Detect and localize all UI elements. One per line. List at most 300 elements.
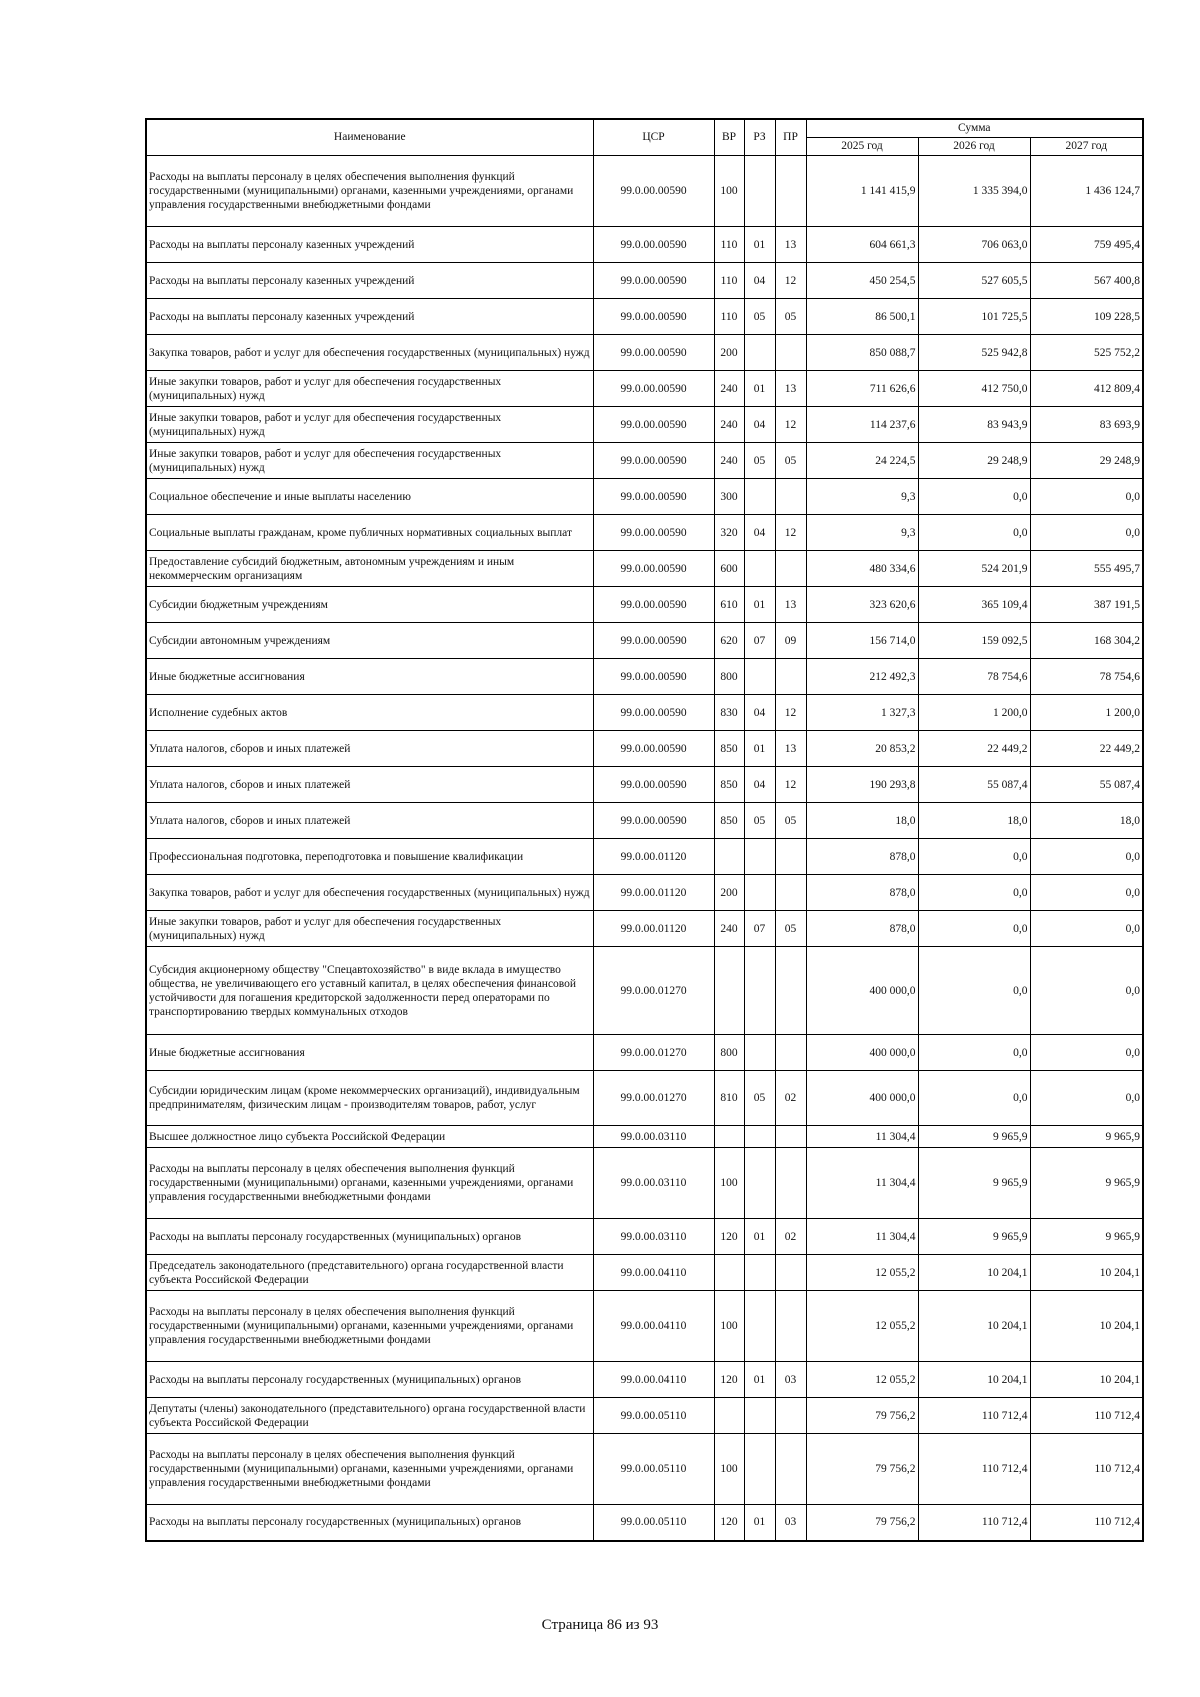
row-rz-cell bbox=[744, 335, 775, 371]
row-2025-cell: 18,0 bbox=[806, 803, 918, 839]
table-row bbox=[146, 587, 1143, 623]
table-row bbox=[146, 1148, 1143, 1219]
row-rz-cell: 04 bbox=[744, 515, 775, 551]
row-2027-cell: 0,0 bbox=[1030, 515, 1143, 551]
row-2026-cell: 0,0 bbox=[918, 911, 1030, 947]
table-row bbox=[146, 1071, 1143, 1126]
row-rz-cell bbox=[744, 1434, 775, 1505]
row-rz-cell bbox=[744, 479, 775, 515]
header-sum: Сумма bbox=[806, 119, 1143, 138]
row-2025-cell: 190 293,8 bbox=[806, 767, 918, 803]
row-2027-cell: 0,0 bbox=[1030, 911, 1143, 947]
row-pr-cell: 05 bbox=[775, 803, 806, 839]
row-2026-cell: 0,0 bbox=[918, 479, 1030, 515]
row-name-cell: Расходы на выплаты персоналу казенных учреждений bbox=[146, 263, 593, 299]
table-row bbox=[146, 263, 1143, 299]
row-vr-cell bbox=[714, 1126, 744, 1148]
row-2025-cell: 400 000,0 bbox=[806, 1035, 918, 1071]
row-name-cell: Уплата налогов, сборов и иных платежей bbox=[146, 803, 593, 839]
row-2027-cell: 55 087,4 bbox=[1030, 767, 1143, 803]
row-2026-cell: 0,0 bbox=[918, 1071, 1030, 1126]
row-2025-cell: 400 000,0 bbox=[806, 947, 918, 1035]
row-csr-cell: 99.0.00.00590 bbox=[593, 515, 714, 551]
row-pr-cell: 03 bbox=[775, 1362, 806, 1398]
row-vr-cell: 830 bbox=[714, 695, 744, 731]
row-rz-cell: 04 bbox=[744, 695, 775, 731]
table-row bbox=[146, 767, 1143, 803]
row-2025-cell: 1 141 415,9 bbox=[806, 156, 918, 227]
row-2027-cell: 0,0 bbox=[1030, 1035, 1143, 1071]
row-2027-cell: 22 449,2 bbox=[1030, 731, 1143, 767]
row-vr-cell: 120 bbox=[714, 1219, 744, 1255]
header-name: Наименование bbox=[146, 119, 593, 156]
table-row bbox=[146, 1291, 1143, 1362]
row-csr-cell: 99.0.00.05110 bbox=[593, 1434, 714, 1505]
row-2027-cell: 555 495,7 bbox=[1030, 551, 1143, 587]
row-name-cell: Исполнение судебных актов bbox=[146, 695, 593, 731]
row-name-cell: Субсидия акционерному обществу "Спецавтохозяйство" в виде вклада в имущество общества, не увеличивающего его уставный капитал, в целях обеспечения финансовой устойчивости для погашения кредиторской задолженности перед операторами по транспортированию твердых коммунальных отходов bbox=[146, 947, 593, 1035]
row-pr-cell: 02 bbox=[775, 1071, 806, 1126]
row-2025-cell: 878,0 bbox=[806, 875, 918, 911]
row-csr-cell: 99.0.00.00590 bbox=[593, 407, 714, 443]
row-2026-cell: 9 965,9 bbox=[918, 1126, 1030, 1148]
row-csr-cell: 99.0.00.00590 bbox=[593, 587, 714, 623]
row-rz-cell bbox=[744, 1035, 775, 1071]
row-2025-cell: 79 756,2 bbox=[806, 1434, 918, 1505]
row-2026-cell: 110 712,4 bbox=[918, 1505, 1030, 1541]
header-year-2027: 2027 год bbox=[1030, 138, 1143, 156]
row-2027-cell: 9 965,9 bbox=[1030, 1126, 1143, 1148]
row-csr-cell: 99.0.00.01270 bbox=[593, 1071, 714, 1126]
row-vr-cell: 320 bbox=[714, 515, 744, 551]
row-name-cell: Профессиональная подготовка, переподготовка и повышение квалификации bbox=[146, 839, 593, 875]
row-rz-cell bbox=[744, 1398, 775, 1434]
header-vr: ВР bbox=[714, 119, 744, 156]
row-name-cell: Расходы на выплаты персоналу казенных учреждений bbox=[146, 227, 593, 263]
row-csr-cell: 99.0.00.00590 bbox=[593, 299, 714, 335]
budget-table bbox=[145, 118, 1144, 1542]
row-2026-cell: 110 712,4 bbox=[918, 1398, 1030, 1434]
row-rz-cell: 05 bbox=[744, 803, 775, 839]
row-2026-cell: 9 965,9 bbox=[918, 1148, 1030, 1219]
header-pr: ПР bbox=[775, 119, 806, 156]
row-2025-cell: 850 088,7 bbox=[806, 335, 918, 371]
row-2027-cell: 0,0 bbox=[1030, 875, 1143, 911]
row-rz-cell: 01 bbox=[744, 1219, 775, 1255]
table-row bbox=[146, 156, 1143, 227]
table-row bbox=[146, 335, 1143, 371]
row-2026-cell: 1 200,0 bbox=[918, 695, 1030, 731]
row-2025-cell: 9,3 bbox=[806, 479, 918, 515]
row-vr-cell: 110 bbox=[714, 299, 744, 335]
row-vr-cell: 800 bbox=[714, 659, 744, 695]
table-row bbox=[146, 1505, 1143, 1541]
row-pr-cell bbox=[775, 551, 806, 587]
row-2027-cell: 9 965,9 bbox=[1030, 1148, 1143, 1219]
table-row bbox=[146, 839, 1143, 875]
row-csr-cell: 99.0.00.05110 bbox=[593, 1398, 714, 1434]
row-rz-cell: 01 bbox=[744, 227, 775, 263]
row-name-cell: Закупка товаров, работ и услуг для обеспечения государственных (муниципальных) нужд bbox=[146, 875, 593, 911]
row-2025-cell: 79 756,2 bbox=[806, 1505, 918, 1541]
row-2025-cell: 20 853,2 bbox=[806, 731, 918, 767]
row-name-cell: Иные бюджетные ассигнования bbox=[146, 1035, 593, 1071]
row-2025-cell: 450 254,5 bbox=[806, 263, 918, 299]
table-row bbox=[146, 407, 1143, 443]
row-pr-cell: 12 bbox=[775, 767, 806, 803]
row-2025-cell: 9,3 bbox=[806, 515, 918, 551]
row-name-cell: Расходы на выплаты персоналу государственных (муниципальных) органов bbox=[146, 1362, 593, 1398]
row-rz-cell: 01 bbox=[744, 371, 775, 407]
row-vr-cell: 300 bbox=[714, 479, 744, 515]
row-2025-cell: 604 661,3 bbox=[806, 227, 918, 263]
row-rz-cell bbox=[744, 1148, 775, 1219]
row-pr-cell: 05 bbox=[775, 299, 806, 335]
row-pr-cell bbox=[775, 1434, 806, 1505]
row-csr-cell: 99.0.00.00590 bbox=[593, 479, 714, 515]
row-2027-cell: 9 965,9 bbox=[1030, 1219, 1143, 1255]
row-2027-cell: 109 228,5 bbox=[1030, 299, 1143, 335]
row-name-cell: Субсидии автономным учреждениям bbox=[146, 623, 593, 659]
row-rz-cell bbox=[744, 839, 775, 875]
table-row bbox=[146, 515, 1143, 551]
header-csr: ЦСР bbox=[593, 119, 714, 156]
row-rz-cell: 01 bbox=[744, 587, 775, 623]
row-2026-cell: 0,0 bbox=[918, 515, 1030, 551]
row-2025-cell: 878,0 bbox=[806, 911, 918, 947]
row-pr-cell: 02 bbox=[775, 1219, 806, 1255]
row-pr-cell bbox=[775, 335, 806, 371]
row-rz-cell: 07 bbox=[744, 623, 775, 659]
row-name-cell: Закупка товаров, работ и услуг для обеспечения государственных (муниципальных) нужд bbox=[146, 335, 593, 371]
row-pr-cell: 13 bbox=[775, 587, 806, 623]
row-rz-cell: 05 bbox=[744, 299, 775, 335]
table-row bbox=[146, 623, 1143, 659]
row-2026-cell: 706 063,0 bbox=[918, 227, 1030, 263]
row-pr-cell bbox=[775, 1255, 806, 1291]
row-csr-cell: 99.0.00.00590 bbox=[593, 156, 714, 227]
row-vr-cell: 240 bbox=[714, 371, 744, 407]
row-csr-cell: 99.0.00.00590 bbox=[593, 227, 714, 263]
row-rz-cell: 01 bbox=[744, 731, 775, 767]
row-2027-cell: 1 436 124,7 bbox=[1030, 156, 1143, 227]
row-vr-cell: 100 bbox=[714, 1434, 744, 1505]
row-2027-cell: 1 200,0 bbox=[1030, 695, 1143, 731]
row-vr-cell: 240 bbox=[714, 407, 744, 443]
row-2026-cell: 10 204,1 bbox=[918, 1362, 1030, 1398]
row-vr-cell: 850 bbox=[714, 731, 744, 767]
row-name-cell: Предоставление субсидий бюджетным, автономным учреждениям и иным некоммерческим организациям bbox=[146, 551, 593, 587]
row-2025-cell: 11 304,4 bbox=[806, 1148, 918, 1219]
row-csr-cell: 99.0.00.00590 bbox=[593, 443, 714, 479]
row-2027-cell: 18,0 bbox=[1030, 803, 1143, 839]
row-pr-cell bbox=[775, 1035, 806, 1071]
row-2026-cell: 9 965,9 bbox=[918, 1219, 1030, 1255]
row-name-cell: Субсидии бюджетным учреждениям bbox=[146, 587, 593, 623]
row-2025-cell: 11 304,4 bbox=[806, 1219, 918, 1255]
row-2027-cell: 0,0 bbox=[1030, 479, 1143, 515]
row-2026-cell: 101 725,5 bbox=[918, 299, 1030, 335]
row-vr-cell: 200 bbox=[714, 335, 744, 371]
row-name-cell: Расходы на выплаты персоналу в целях обеспечения выполнения функций государственными (муниципальными) органами, казенными учреждениями, органами управления государственными внебюджетными фондами bbox=[146, 1291, 593, 1362]
row-2026-cell: 0,0 bbox=[918, 839, 1030, 875]
row-pr-cell: 12 bbox=[775, 407, 806, 443]
row-2027-cell: 29 248,9 bbox=[1030, 443, 1143, 479]
row-name-cell: Социальное обеспечение и иные выплаты населению bbox=[146, 479, 593, 515]
row-2026-cell: 159 092,5 bbox=[918, 623, 1030, 659]
row-csr-cell: 99.0.00.03110 bbox=[593, 1148, 714, 1219]
row-pr-cell bbox=[775, 839, 806, 875]
row-vr-cell: 120 bbox=[714, 1505, 744, 1541]
row-csr-cell: 99.0.00.01270 bbox=[593, 947, 714, 1035]
row-csr-cell: 99.0.00.03110 bbox=[593, 1126, 714, 1148]
row-2025-cell: 878,0 bbox=[806, 839, 918, 875]
table-header bbox=[146, 119, 1143, 156]
row-2026-cell: 1 335 394,0 bbox=[918, 156, 1030, 227]
row-2025-cell: 86 500,1 bbox=[806, 299, 918, 335]
row-pr-cell: 12 bbox=[775, 263, 806, 299]
row-name-cell: Высшее должностное лицо субъекта Российской Федерации bbox=[146, 1126, 593, 1148]
row-2026-cell: 524 201,9 bbox=[918, 551, 1030, 587]
row-2027-cell: 110 712,4 bbox=[1030, 1398, 1143, 1434]
row-2027-cell: 110 712,4 bbox=[1030, 1505, 1143, 1541]
row-name-cell: Депутаты (члены) законодательного (представительного) органа государственной власти субъекта Российской Федерации bbox=[146, 1398, 593, 1434]
row-2026-cell: 10 204,1 bbox=[918, 1255, 1030, 1291]
row-rz-cell bbox=[744, 947, 775, 1035]
row-rz-cell bbox=[744, 659, 775, 695]
row-pr-cell: 13 bbox=[775, 227, 806, 263]
row-name-cell: Иные закупки товаров, работ и услуг для обеспечения государственных (муниципальных) нужд bbox=[146, 911, 593, 947]
row-rz-cell: 04 bbox=[744, 407, 775, 443]
row-2027-cell: 78 754,6 bbox=[1030, 659, 1143, 695]
row-2026-cell: 18,0 bbox=[918, 803, 1030, 839]
row-csr-cell: 99.0.00.04110 bbox=[593, 1255, 714, 1291]
row-vr-cell: 110 bbox=[714, 227, 744, 263]
row-pr-cell: 03 bbox=[775, 1505, 806, 1541]
table-row bbox=[146, 911, 1143, 947]
row-csr-cell: 99.0.00.00590 bbox=[593, 371, 714, 407]
table-row bbox=[146, 299, 1143, 335]
row-2026-cell: 0,0 bbox=[918, 947, 1030, 1035]
row-2025-cell: 12 055,2 bbox=[806, 1255, 918, 1291]
row-vr-cell: 610 bbox=[714, 587, 744, 623]
row-pr-cell bbox=[775, 875, 806, 911]
row-2027-cell: 10 204,1 bbox=[1030, 1362, 1143, 1398]
page-number: Страница 86 из 93 bbox=[541, 1617, 659, 1633]
row-2025-cell: 400 000,0 bbox=[806, 1071, 918, 1126]
row-vr-cell: 800 bbox=[714, 1035, 744, 1071]
table-row bbox=[146, 803, 1143, 839]
row-vr-cell: 240 bbox=[714, 443, 744, 479]
row-2027-cell: 387 191,5 bbox=[1030, 587, 1143, 623]
row-csr-cell: 99.0.00.00590 bbox=[593, 335, 714, 371]
row-rz-cell bbox=[744, 156, 775, 227]
row-name-cell: Расходы на выплаты персоналу казенных учреждений bbox=[146, 299, 593, 335]
row-2027-cell: 759 495,4 bbox=[1030, 227, 1143, 263]
row-name-cell: Социальные выплаты гражданам, кроме публичных нормативных социальных выплат bbox=[146, 515, 593, 551]
row-pr-cell: 12 bbox=[775, 515, 806, 551]
row-vr-cell: 100 bbox=[714, 1291, 744, 1362]
row-2026-cell: 29 248,9 bbox=[918, 443, 1030, 479]
row-2027-cell: 0,0 bbox=[1030, 839, 1143, 875]
row-2025-cell: 212 492,3 bbox=[806, 659, 918, 695]
row-rz-cell bbox=[744, 1126, 775, 1148]
row-2025-cell: 711 626,6 bbox=[806, 371, 918, 407]
row-csr-cell: 99.0.00.00590 bbox=[593, 551, 714, 587]
row-name-cell: Расходы на выплаты персоналу государственных (муниципальных) органов bbox=[146, 1219, 593, 1255]
row-csr-cell: 99.0.00.04110 bbox=[593, 1291, 714, 1362]
row-2026-cell: 527 605,5 bbox=[918, 263, 1030, 299]
row-csr-cell: 99.0.00.03110 bbox=[593, 1219, 714, 1255]
row-pr-cell bbox=[775, 1126, 806, 1148]
row-pr-cell: 13 bbox=[775, 731, 806, 767]
row-2027-cell: 168 304,2 bbox=[1030, 623, 1143, 659]
row-vr-cell: 240 bbox=[714, 911, 744, 947]
row-pr-cell: 05 bbox=[775, 911, 806, 947]
row-pr-cell bbox=[775, 1148, 806, 1219]
row-name-cell: Субсидии юридическим лицам (кроме некоммерческих организаций), индивидуальным предпринимателям, физическим лицам - производителям товаров, работ, услуг bbox=[146, 1071, 593, 1126]
table-body bbox=[146, 156, 1143, 1541]
table-row bbox=[146, 659, 1143, 695]
row-csr-cell: 99.0.00.01120 bbox=[593, 875, 714, 911]
row-pr-cell bbox=[775, 156, 806, 227]
table-row bbox=[146, 875, 1143, 911]
row-2025-cell: 323 620,6 bbox=[806, 587, 918, 623]
row-2026-cell: 55 087,4 bbox=[918, 767, 1030, 803]
row-2027-cell: 110 712,4 bbox=[1030, 1434, 1143, 1505]
row-rz-cell: 05 bbox=[744, 443, 775, 479]
row-name-cell: Уплата налогов, сборов и иных платежей bbox=[146, 767, 593, 803]
row-csr-cell: 99.0.00.05110 bbox=[593, 1505, 714, 1541]
row-name-cell: Расходы на выплаты персоналу в целях обеспечения выполнения функций государственными (муниципальными) органами, казенными учреждениями, органами управления государственными внебюджетными фондами bbox=[146, 156, 593, 227]
row-vr-cell bbox=[714, 1398, 744, 1434]
row-name-cell: Расходы на выплаты персоналу в целях обеспечения выполнения функций государственными (муниципальными) органами, казенными учреждениями, органами управления государственными внебюджетными фондами bbox=[146, 1434, 593, 1505]
row-csr-cell: 99.0.00.00590 bbox=[593, 623, 714, 659]
row-rz-cell: 05 bbox=[744, 1071, 775, 1126]
row-2026-cell: 10 204,1 bbox=[918, 1291, 1030, 1362]
row-pr-cell bbox=[775, 479, 806, 515]
row-name-cell: Расходы на выплаты персоналу в целях обеспечения выполнения функций государственными (муниципальными) органами, казенными учреждениями, органами управления государственными внебюджетными фондами bbox=[146, 1148, 593, 1219]
row-vr-cell: 620 bbox=[714, 623, 744, 659]
row-rz-cell: 07 bbox=[744, 911, 775, 947]
row-rz-cell bbox=[744, 551, 775, 587]
row-2026-cell: 0,0 bbox=[918, 875, 1030, 911]
row-2026-cell: 83 943,9 bbox=[918, 407, 1030, 443]
row-2027-cell: 525 752,2 bbox=[1030, 335, 1143, 371]
table-row bbox=[146, 479, 1143, 515]
header-rz: РЗ bbox=[744, 119, 775, 156]
row-2026-cell: 525 942,8 bbox=[918, 335, 1030, 371]
row-2026-cell: 110 712,4 bbox=[918, 1434, 1030, 1505]
row-rz-cell: 04 bbox=[744, 263, 775, 299]
row-name-cell: Иные бюджетные ассигнования bbox=[146, 659, 593, 695]
row-rz-cell: 04 bbox=[744, 767, 775, 803]
table-row bbox=[146, 371, 1143, 407]
table-row bbox=[146, 1362, 1143, 1398]
row-2026-cell: 78 754,6 bbox=[918, 659, 1030, 695]
row-name-cell: Расходы на выплаты персоналу государственных (муниципальных) органов bbox=[146, 1505, 593, 1541]
row-name-cell: Председатель законодательного (представительного) органа государственной власти субъекта Российской Федерации bbox=[146, 1255, 593, 1291]
row-vr-cell: 100 bbox=[714, 1148, 744, 1219]
row-rz-cell bbox=[744, 1255, 775, 1291]
table-row bbox=[146, 443, 1143, 479]
row-csr-cell: 99.0.00.00590 bbox=[593, 659, 714, 695]
row-2026-cell: 365 109,4 bbox=[918, 587, 1030, 623]
header-year-2026: 2026 год bbox=[918, 138, 1030, 156]
row-csr-cell: 99.0.00.01270 bbox=[593, 1035, 714, 1071]
row-vr-cell: 600 bbox=[714, 551, 744, 587]
row-2027-cell: 0,0 bbox=[1030, 1071, 1143, 1126]
row-csr-cell: 99.0.00.04110 bbox=[593, 1362, 714, 1398]
row-pr-cell: 09 bbox=[775, 623, 806, 659]
row-2025-cell: 1 327,3 bbox=[806, 695, 918, 731]
row-rz-cell bbox=[744, 1291, 775, 1362]
row-vr-cell: 110 bbox=[714, 263, 744, 299]
table-row bbox=[146, 695, 1143, 731]
row-csr-cell: 99.0.00.00590 bbox=[593, 695, 714, 731]
row-2025-cell: 79 756,2 bbox=[806, 1398, 918, 1434]
row-pr-cell bbox=[775, 947, 806, 1035]
row-vr-cell: 810 bbox=[714, 1071, 744, 1126]
row-vr-cell bbox=[714, 947, 744, 1035]
row-2025-cell: 114 237,6 bbox=[806, 407, 918, 443]
row-pr-cell bbox=[775, 1398, 806, 1434]
row-2026-cell: 22 449,2 bbox=[918, 731, 1030, 767]
row-csr-cell: 99.0.00.01120 bbox=[593, 839, 714, 875]
row-2027-cell: 10 204,1 bbox=[1030, 1291, 1143, 1362]
row-name-cell: Уплата налогов, сборов и иных платежей bbox=[146, 731, 593, 767]
row-2025-cell: 12 055,2 bbox=[806, 1362, 918, 1398]
row-2027-cell: 412 809,4 bbox=[1030, 371, 1143, 407]
row-vr-cell bbox=[714, 839, 744, 875]
row-csr-cell: 99.0.00.00590 bbox=[593, 767, 714, 803]
table-row bbox=[146, 1434, 1143, 1505]
row-rz-cell: 01 bbox=[744, 1505, 775, 1541]
table-row bbox=[146, 1255, 1143, 1291]
table-row bbox=[146, 227, 1143, 263]
table-row bbox=[146, 731, 1143, 767]
table-row bbox=[146, 551, 1143, 587]
row-2027-cell: 0,0 bbox=[1030, 947, 1143, 1035]
row-2025-cell: 24 224,5 bbox=[806, 443, 918, 479]
row-2025-cell: 156 714,0 bbox=[806, 623, 918, 659]
row-rz-cell: 01 bbox=[744, 1362, 775, 1398]
row-name-cell: Иные закупки товаров, работ и услуг для обеспечения государственных (муниципальных) нужд bbox=[146, 443, 593, 479]
row-name-cell: Иные закупки товаров, работ и услуг для обеспечения государственных (муниципальных) нужд bbox=[146, 407, 593, 443]
row-csr-cell: 99.0.00.01120 bbox=[593, 911, 714, 947]
row-name-cell: Иные закупки товаров, работ и услуг для обеспечения государственных (муниципальных) нужд bbox=[146, 371, 593, 407]
table-row bbox=[146, 1126, 1143, 1148]
row-pr-cell: 13 bbox=[775, 371, 806, 407]
table-row bbox=[146, 947, 1143, 1035]
row-csr-cell: 99.0.00.00590 bbox=[593, 731, 714, 767]
row-vr-cell: 200 bbox=[714, 875, 744, 911]
row-vr-cell: 850 bbox=[714, 767, 744, 803]
row-vr-cell: 850 bbox=[714, 803, 744, 839]
row-pr-cell bbox=[775, 1291, 806, 1362]
row-2026-cell: 412 750,0 bbox=[918, 371, 1030, 407]
row-vr-cell: 100 bbox=[714, 156, 744, 227]
row-2025-cell: 12 055,2 bbox=[806, 1291, 918, 1362]
row-vr-cell: 120 bbox=[714, 1362, 744, 1398]
table-row bbox=[146, 1219, 1143, 1255]
row-2027-cell: 83 693,9 bbox=[1030, 407, 1143, 443]
row-2027-cell: 10 204,1 bbox=[1030, 1255, 1143, 1291]
row-2026-cell: 0,0 bbox=[918, 1035, 1030, 1071]
row-pr-cell bbox=[775, 659, 806, 695]
table-row bbox=[146, 1398, 1143, 1434]
row-rz-cell bbox=[744, 875, 775, 911]
